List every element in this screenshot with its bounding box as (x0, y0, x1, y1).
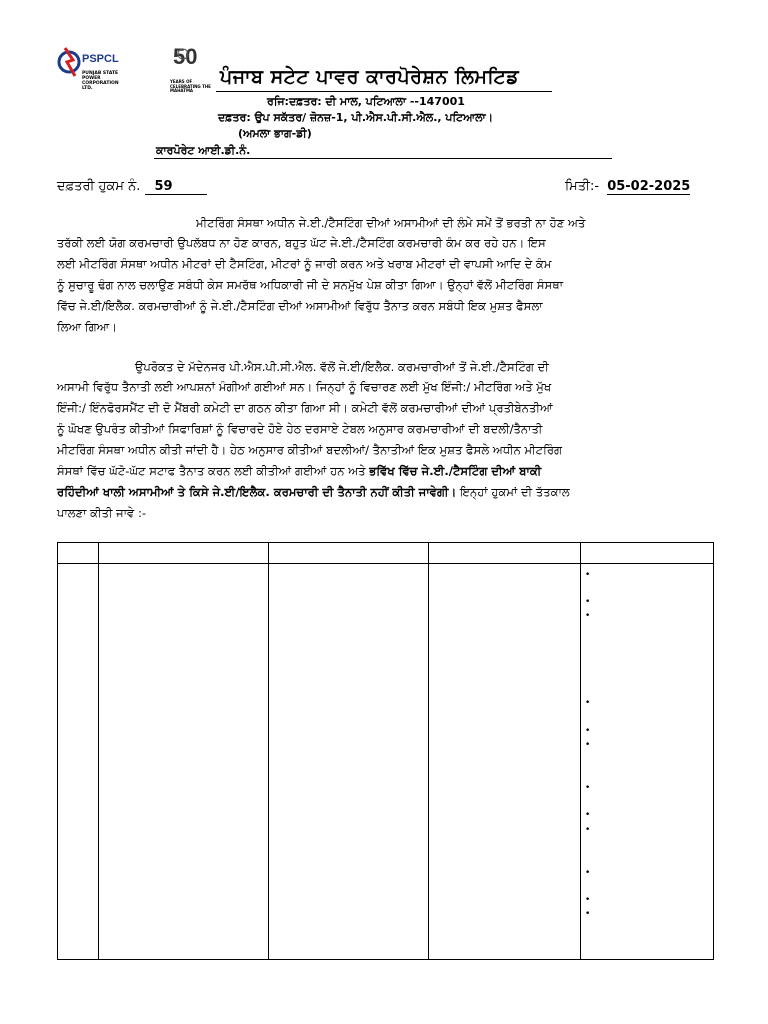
table-bullet: • (585, 726, 591, 736)
office-order-number: 59 (145, 179, 207, 195)
section-line: (ਅਮਲਾ ਭਾਗ-ਡੀ) (238, 127, 312, 140)
para2-line6-bold: ਭਵਿੱਖ ਵਿੱਚ ਜੇ.ਈ./ਟੈਸਟਿੰਗ ਦੀਆਂ ਬਾਕੀ (369, 464, 542, 478)
order-date: 05-02-2025 (607, 179, 691, 194)
para1-line: ਵਿੱਚ ਜੇ.ਈ/ਇਲੈਕ. ਕਰਮਚਾਰੀਆਂ ਨੂੰ ਜੇ.ਈ./ਟੈਸਟਿੰਗ ਦੀਆਂ ਅਸਾਮੀਆਂ ਵਿਰੁੱਧ ਤੈਨਾਤ ਕਰਨ ਸਬੰਧੀ ਇਕ ਮੁਸ਼ਤ ਫੈਸਲਾ (57, 299, 543, 313)
corporate-id-rule (154, 158, 612, 159)
table-column-divider (580, 543, 581, 959)
table-header-rule (58, 563, 713, 564)
company-title: ਪੰਜਾਬ ਸਟੇਟ ਪਾਵਰ ਕਾਰਪੋਰੇਸ਼ਨ ਲਿਮਟਿਡ (220, 66, 520, 88)
para2-line (57, 482, 570, 502)
order-date-label: ਮਿਤੀ:- (565, 179, 600, 194)
para2-line6-text: ਸੰਸਥਾਂ ਵਿੱਚ ਘੱਟੋ-ਘੱਟ ਸਟਾਫ ਤੈਨਾਤ ਕਰਨ ਲਈ ਕੀਤੀਆਂ ਗਈਆਂ ਹਨ ਅਤੇ (57, 464, 366, 478)
table-bullet: • (585, 611, 591, 621)
corporate-id-line: ਕਾਰਪੋਰੇਟ ਆਈ.ਡੀ.ਨੰ. (156, 144, 251, 157)
table-bullet: • (585, 810, 591, 820)
para1-line: ਨੂੰ ਸੁਚਾਰੂ ਢੰਗ ਨਾਲ ਚਲਾਉਣ ਸਬੰਧੀ ਕੇਸ ਸਮਰੱਥ ਅਧਿਕਾਰੀ ਜੀ ਦੇ ਸਨਮੁੱਖ ਪੇਸ਼ ਕੀਤਾ ਗਿਆ। ਉਨ੍ਹਾਂ ਵੱਲੋਂ ਮੀਟਰਿੰਗ ਸੰਸਥਾ (57, 278, 564, 292)
table-bullet: • (585, 597, 591, 607)
para2-line: ਅਸਾਮੀ ਵਿਰੁੱਧ ਤੈਨਾਤੀ ਲਈ ਆਪਸ਼ਨਾਂ ਮੰਗੀਆਂ ਗਈਆਂ ਸਨ। ਜਿਨ੍ਹਾਂ ਨੂੰ ਵਿਚਾਰਣ ਲਈ ਮੁੱਖ ਇੰਜੀ:/ ਮੀਟਰਿੰਗ ਅਤੇ ਮੁੱਖ (57, 380, 552, 394)
table-bullet: • (585, 825, 591, 835)
table-bullet: • (585, 570, 591, 580)
para2-line: ਪਾਲਣਾ ਕੀਤੀ ਜਾਵੇ :- (57, 506, 147, 520)
order-date-line (565, 179, 690, 194)
para2-line: ਨੂੰ ਘੋਖਣ ਉਪਰੰਤ ਕੀਤੀਆਂ ਸਿਫਾਰਿਸ਼ਾਂ ਨੂੰ ਵਿਚਾਰਦੇ ਹੋਏ ਹੇਠ ਦਰਸਾਏ ਟੇਬਲ ਅਨੁਸਾਰ ਕਰਮਚਾਰੀਆਂ ਦੀ ਬਦਲੀ/ਤੈਨਾਤੀ (57, 422, 543, 436)
title-divider (216, 91, 552, 92)
logo-text: PSPCL (82, 53, 119, 65)
table-column-divider (98, 543, 99, 959)
para1-line: ਲਿਆ ਗਿਆ। (57, 320, 118, 334)
anniversary-number: 50 (173, 44, 198, 69)
para2-line: ਮੀਟਰਿੰਗ ਸੰਸਥਾ ਅਧੀਨ ਕੀਤੀ ਜਾਂਦੀ ਹੈ। ਹੇਠ ਅਨੁਸਾਰ ਕੀਤੀਆਂ ਬਦਲੀਆਂ/ ਤੈਨਾਤੀਆਂ ਇਕ ਮੁਸ਼ਤ ਫੈਸਲੇ ਅਧੀਨ ਮੀਟਰਿੰਗ (57, 443, 563, 457)
para2-line (57, 461, 541, 481)
registered-office-line: ਰਜਿ:ਦਫ਼ਤਰ: ਦੀ ਮਾਲ, ਪਟਿਆਲਾ --147001 (267, 95, 465, 108)
para2-line7-bold: ਰਹਿੰਦੀਆਂ ਖਾਲੀ ਅਸਾਮੀਆਂ ਤੇ ਕਿਸੇ ਜੇ.ਈ/ਇਲੈਕ. ਕਰਮਚਾਰੀ ਦੀ ਤੈਨਾਤੀ ਨਹੀਂ ਕੀਤੀ ਜਾਵੇਗੀ। (57, 485, 457, 499)
transfer-table (57, 542, 714, 960)
table-bullet: • (585, 698, 591, 708)
para1-line: ਮੀਟਰਿੰਗ ਸੰਸਥਾ ਅਧੀਨ ਜੇ.ਈ./ਟੈਸਟਿੰਗ ਦੀਆਂ ਅਸਾਮੀਆਂ ਦੀ ਲੰਮੇ ਸਮੇਂ ਤੋਂ ਭਰਤੀ ਨਾ ਹੋਣ ਅਤੇ (196, 216, 586, 230)
para1-line: ਲਈ ਮੀਟਰਿੰਗ ਸੰਸਥਾ ਅਧੀਨ ਮੀਟਰਾਂ ਦੀ ਟੈਸਟਿੰਗ, ਮੀਟਰਾਂ ਨੂੰ ਜਾਰੀ ਕਰਨ ਅਤੇ ਖਰਾਬ ਮੀਟਰਾਂ ਦੀ ਵਾਪਸੀ ਆਦਿ ਦੇ ਕੰਮ (57, 257, 552, 271)
table-bullet: • (585, 909, 591, 919)
logo-subtext: PUNJAB STATE POWER CORPORATION LTD. (82, 71, 119, 91)
anniversary-text: YEARS OF CELEBRATING THE MAHATMA (170, 79, 211, 93)
table-bullet: • (585, 740, 591, 750)
para2-line: ਉਪਰੋਕਤ ਦੇ ਮੱਦੇਨਜਰ ਪੀ.ਐਸ.ਪੀ.ਸੀ.ਐਲ. ਵੱਲੋਂ ਜੇ.ਈ/ਇਲੈਕ. ਕਰਮਚਾਰੀਆਂ ਤੋਂ ਜੇ.ਈ./ਟੈਸਟਿੰਗ ਦੀ (135, 360, 549, 374)
table-bullet: • (585, 783, 591, 793)
table-bullet: • (585, 868, 591, 878)
para2-line: ਇੰਜੀ:/ ਇੰਨਫੋਰਸਮੈਂਟ ਦੀ ਦੋ ਮੈਂਬਰੀ ਕਮੇਟੀ ਦਾ ਗਠਨ ਕੀਤਾ ਗਿਆ ਸੀ। ਕਮੇਟੀ ਵੱਲੋਂ ਕਰਮਚਾਰੀਆਂ ਦੀਆਂ ਪ੍ਰਤੀਬੇਨਤੀਆਂ (57, 401, 553, 415)
office-order-line (57, 179, 207, 195)
table-column-divider (428, 543, 429, 959)
para1-line: ਤਰੱਕੀ ਲਈ ਯੋਗ ਕਰਮਚਾਰੀ ਉਪਲੱਬਧ ਨਾ ਹੋਣ ਕਾਰਨ, ਬਹੁਤ ਘੱਟ ਜੇ.ਈ./ਟੈਸਟਿੰਗ ਕਰਮਚਾਰੀ ਕੰਮ ਕਰ ਰਹੇ ਹਨ। ਇਸ (57, 236, 546, 250)
table-bullet: • (585, 895, 591, 905)
office-line: ਦਫ਼ਤਰ: ਉਪ ਸਕੱਤਰ/ ਜ਼ੋਨਜ਼-1, ਪੀ.ਐਸ.ਪੀ.ਸੀ.ਐਲ., ਪਟਿਆਲਾ। (218, 111, 494, 124)
table-column-divider (268, 543, 269, 959)
para2-line7-text: ਇਨ੍ਹਾਂ ਹੁਕਮਾਂ ਦੀ ਤੱਤਕਾਲ (459, 485, 570, 499)
office-order-label: ਦਫ਼ਤਰੀ ਹੁਕਮ ਨੰ. (57, 179, 141, 194)
